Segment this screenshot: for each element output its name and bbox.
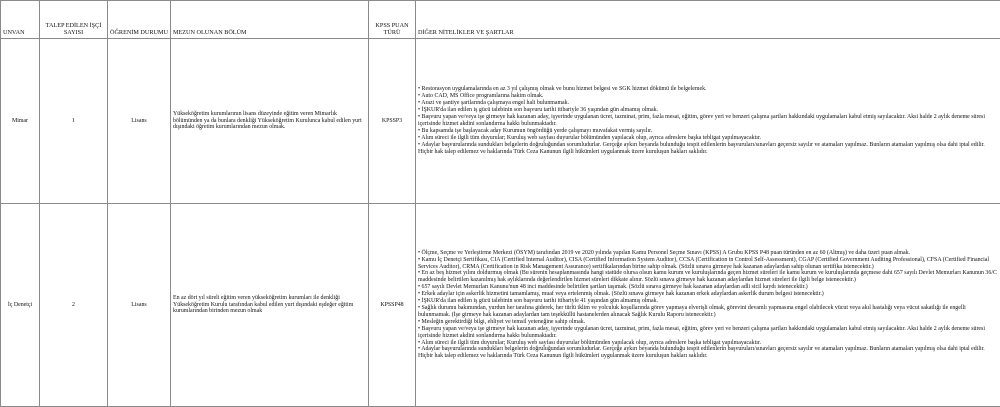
requirement-item: • Bu kapsamda işe başlayacak aday Kurumun öngördüğü yerde çalışmayı muvafakat vermiş sayılır. (418, 128, 998, 135)
table-row (1, 204, 1000, 407)
cell-unvan: Mimar (1, 39, 40, 204)
requirement-item: • Auto CAD, MS Office programlarına hakim olmak. (418, 93, 998, 100)
table-header-row (1, 1, 1000, 39)
requirement-item: • Erkek adaylar için askerlik hizmetini tamamlamış, muaf veya ertelenmiş olmak. (Sözlü sınava girmeye hak kazanan erkek adaylardan askerlik durum belgesi istenecektir.) (418, 291, 998, 298)
requirement-item: • Ölçme, Seçme ve Yerleştirme Merkezi (ÖSYM) tarafından 2019 ve 2020 yılında yapılan Kamu Personel Seçme Sınavı (KPSS) A Grubu KPSS P48 puan türünden en az 60 (Altmış) ve daha üzeri puan almak. (418, 250, 998, 257)
requirement-item: • Sağlık durumu bakımından, yurdun her tarafına giderek, her türlü iklim ve yolculuk koşullarında görev yapmaya elverişli olmak, görevini devamlı yapmasına engel olabilecek vücut veya akıl hastalığı veya vücut sakatlığı ile engelli bulunmamak. (İşe girmeye hak kazanan adaylardan tam teşekküllü hastanelerden alınacak Sağlık Kurulu Raporu istenecektir.) (418, 305, 998, 319)
cell-kpss: KPSSP48 (369, 204, 416, 407)
cell-unvan: İç Denetçi (1, 204, 40, 407)
requirement-item: • Arazi ve şantiye şartlarında çalışmaya engel hali bulunmamak. (418, 100, 998, 107)
requirement-item: • Alım süreci ile ilgili tüm duyurular; Kuruluş web sayfası duyurular bölümünden yapılacak olup, ayrıca adreslere başka tebligat yapılmayacaktır. (418, 340, 998, 347)
requirement-item: • En az beş hizmet yılını doldurmuş olmak (Bu sürenin hesaplanmasında hangi statüde olursa olsun kamu kurum ve kuruluşlarında geçen hizmet süreleri ile kamu kurum ve kuruluşlarında geçmese dahi 657 sayılı Devlet Memurları Kanunun 36/C maddesinde belirtilen kazanılmış hak aylıklarında değerlendirilen hizmet süreleri dikkate alınır. Sözlü sınava girmeye hak kazanan adaylardan hizmet süreleri ile ilgili belge istenecektir.) (418, 270, 998, 284)
cell-education: Lisans (108, 204, 171, 407)
requirement-item: • İŞKUR'da ilan edilen iş gücü talebinin son başvuru tarihi itibariyle 36 yaşından gün almamış olmak. (418, 107, 998, 114)
cell-department: En az dört yıl süreli eğitim veren yükseköğretim kurumları ile denkliği Yükseköğretim Kurulu tarafından kabul edilen yurt dışındaki eşdeğer eğitim kurumlarından birinden mezun olmak (171, 204, 369, 407)
requirement-item: • Adaylar başvurularında sundukları belgelerin doğruluğundan sorumludurlar. Gerçeğe aykırı beyanda bulunduğu tespit edilenlerin başvuruları/sınavları geçersiz sayılır ve atamaları yapılmaz. Bunların atamaları yapılmış olsa dahi iptal edilir. Hiçbir hak talep edilemez ve haklarında Türk Ceza Kanunun ilgili hükümleri uygulanmak üzere kuruluşun hakları saklıdır. (418, 142, 998, 156)
requirement-item: • Başvuru yapan ve/veya işe girmeye hak kazanan aday, işyerinde uygulanan ücret, tazminat, prim, fazla mesai, eğitim, görev yeri ve benzeri çalışma şartları hakkındaki uygulamaları kabul etmiş sayılacaktır. Aksi halde 2 aylık deneme süresi içerisinde hizmet akdini sonlandırma hakkı bulunmaktadır. (418, 114, 998, 128)
requirement-item: • Adaylar başvurularında sundukları belgelerin doğruluğundan sorumludurlar. Gerçeğe aykırı beyanda bulunduğu tespit edilenlerin başvuruları/sınavları geçersiz sayılır ve atamaları yapılmaz. Bunların atamaları yapılmış olsa dahi iptal edilir. Hiçbir hak talep edilemez ve haklarında Türk Ceza Kanunun ilgili hükümleri uygulanmak üzere kuruluşun hakları saklıdır. (418, 346, 998, 360)
requirement-item: • Restorasyon uygulamalarında en az 3 yıl çalışmış olmak ve bunu hizmet belgesi ve SGK hizmet dökümü ile belgelemek. (418, 86, 998, 93)
header-kpss: KPSS PUAN TÜRÜ (369, 1, 416, 39)
requirement-item: • Kamu İç Denetçi Sertifikası, CIA (Certified Internal Auditor), CISA (Certified Information System Auditor), CCSA (Certification in Control Self-Assessment), CGAP (Certified Government Auditing Professional), CFSA (Certified Financial Services Auditor), CRMA (Certification in Risk Management Assurance) sertifikalarından birine sahip olmak. (Sözlü sınava girmeye hak kazanan adaylardan sahip olunan sertifika istenecektir.) (418, 257, 998, 271)
cell-department: Yükseköğretim kurumlarının lisans düzeyinde eğitim veren Mimarlık bölümünden ya da bunlara denkliği Yükseköğretim Kurulunca kabul edilen yurt dışındaki öğretim kurumlarından mezun olmak. (171, 39, 369, 204)
cell-education: Lisans (108, 39, 171, 204)
header-talep: TALEP EDİLEN İŞÇİ SAYISI (40, 1, 108, 39)
cell-kpss: KPSSP3 (369, 39, 416, 204)
header-diger: DİĞER NİTELİKLER VE ŞARTLAR (416, 1, 1000, 39)
requirement-item: • Alım süreci ile ilgili tüm duyurular; Kuruluş web sayfası duyurular bölümünden yapılacak olup, ayrıca adreslere başka tebligat yapılmayacaktır. (418, 135, 998, 142)
header-unvan: UNVAN (1, 1, 40, 39)
requirement-item: • Başvuru yapan ve/veya işe girmeye hak kazanan aday, işyerinde uygulanan ücret, tazminat, prim, fazla mesai, eğitim, görev yeri ve benzeri çalışma şartları hakkındaki uygulamaları kabul etmiş sayılacaktır. Aksi halde 2 aylık deneme süresi içerisinde hizmet akdini sonlandırma hakkı bulunmaktadır. (418, 326, 998, 340)
header-mezun: MEZUN OLUNAN BÖLÜM (171, 1, 369, 39)
cell-count: 1 (40, 39, 108, 204)
requirement-item: • 657 sayılı Devlet Memurları Kanunu'nun 48 inci maddesinde belirtilen şartları taşımak. (Sözlü sınava girmeye hak kazanan adaylardan adli sicil kaydı istenecektir.) (418, 284, 998, 291)
cell-requirements (416, 204, 1000, 407)
header-ogrenim: ÖĞRENİM DURUMU (108, 1, 171, 39)
cell-count: 2 (40, 204, 108, 407)
table-row (1, 39, 1000, 204)
requirement-item: • İŞKUR'da ilan edilen iş gücü talebinin son başvuru tarihi itibariyle 41 yaşından gün almamış olmak. (418, 298, 998, 305)
requirement-item: • Mesleğin gerektirdiği bilgi, ehliyet ve temsil yeteneğine sahip olmak. (418, 319, 998, 326)
cell-requirements (416, 39, 1000, 204)
